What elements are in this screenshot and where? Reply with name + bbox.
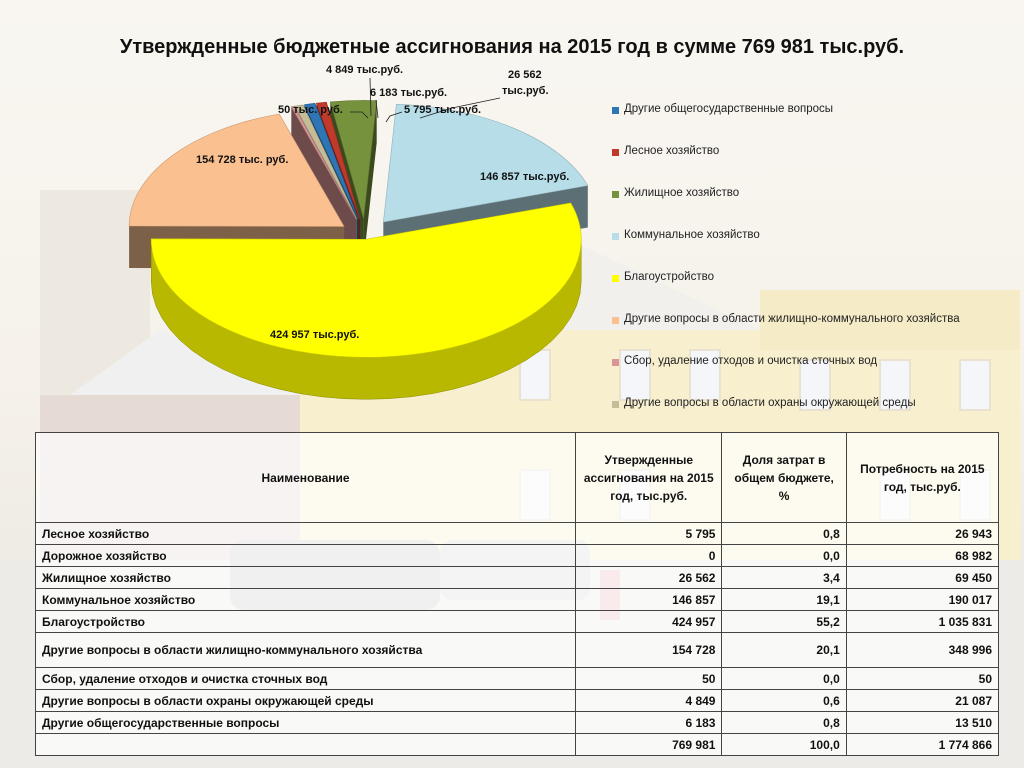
table-row — [36, 690, 999, 712]
cell-name: Другие вопросы в области охраны окружающей среды — [36, 690, 576, 712]
legend-swatch — [612, 107, 619, 114]
cell-approved: 4 849 — [576, 690, 722, 712]
table-row — [36, 633, 999, 668]
table-row — [36, 589, 999, 611]
cell-approved: 424 957 — [576, 611, 722, 633]
cell-total-need: 1 774 866 — [846, 734, 998, 756]
cell-approved: 5 795 — [576, 523, 722, 545]
legend-swatch — [612, 275, 619, 282]
legend-label: Другие общегосударственные вопросы — [624, 103, 834, 115]
cell-need: 1 035 831 — [846, 611, 998, 633]
label-lesnoe: 5 795 тыс.руб. — [404, 104, 482, 116]
cell-approved: 6 183 — [576, 712, 722, 734]
cell-approved: 154 728 — [576, 633, 722, 668]
table-row — [36, 668, 999, 690]
cell-share: 0,6 — [722, 690, 846, 712]
label-drugie-zhkh: 154 728 тыс. руб. — [196, 154, 289, 166]
label-blagoustroystvo: 424 957 тыс.руб. — [270, 329, 360, 341]
legend-label: Жилищное хозяйство — [624, 187, 740, 199]
cell-total-approved: 769 981 — [576, 734, 722, 756]
budget-table — [35, 432, 999, 756]
cell-share: 0,8 — [722, 523, 846, 545]
cell-need: 69 450 — [846, 567, 998, 589]
label-zhilishchnoe-line1: 26 562 — [508, 69, 542, 81]
legend-swatch — [612, 149, 619, 156]
cell-name: Лесное хозяйство — [36, 523, 576, 545]
cell-share: 55,2 — [722, 611, 846, 633]
legend-label: Благоустройство — [624, 271, 714, 283]
legend-swatch — [612, 317, 619, 324]
label-obshchegos: 6 183 тыс.руб. — [370, 87, 448, 99]
table-header-row — [36, 433, 999, 523]
legend-swatch — [612, 191, 619, 198]
cell-share: 0,0 — [722, 668, 846, 690]
legend-swatch — [612, 359, 619, 366]
cell-approved: 0 — [576, 545, 722, 567]
legend-swatch — [612, 233, 619, 240]
table-row — [36, 545, 999, 567]
cell-need: 21 087 — [846, 690, 998, 712]
header-share: Доля затрат в общем бюджете, % — [722, 433, 846, 523]
cell-need: 68 982 — [846, 545, 998, 567]
cell-approved: 146 857 — [576, 589, 722, 611]
cell-share: 20,1 — [722, 633, 846, 668]
legend-swatch — [612, 401, 619, 408]
cell-name: Сбор, удаление отходов и очистка сточных вод — [36, 668, 576, 690]
label-zhilishchnoe-line2: тыс.руб. — [502, 85, 549, 97]
table-row — [36, 523, 999, 545]
cell-total-share: 100,0 — [722, 734, 846, 756]
cell-share: 19,1 — [722, 589, 846, 611]
legend-label: Сбор, удаление отходов и очистка сточных вод — [624, 355, 878, 367]
cell-total-name — [36, 734, 576, 756]
legend-label: Другие вопросы в области охраны окружающей среды — [624, 397, 916, 409]
cell-need: 50 — [846, 668, 998, 690]
cell-name: Благоустройство — [36, 611, 576, 633]
header-approved: Утвержденные ассигнования на 2015 год, тыс.руб. — [576, 433, 722, 523]
table-row — [36, 567, 999, 589]
table-row — [36, 712, 999, 734]
legend-label: Коммунальное хозяйство — [624, 229, 760, 241]
cell-approved: 26 562 — [576, 567, 722, 589]
cell-share: 3,4 — [722, 567, 846, 589]
header-need: Потребность на 2015 год, тыс.руб. — [846, 433, 998, 523]
legend-label: Лесное хозяйство — [624, 145, 720, 157]
cell-need: 190 017 — [846, 589, 998, 611]
label-okhrana-sredy: 4 849 тыс.руб. — [326, 64, 404, 76]
header-name: Наименование — [36, 433, 576, 523]
table-total-row — [36, 734, 999, 756]
cell-need: 26 943 — [846, 523, 998, 545]
legend-label: Другие вопросы в области жилищно-коммунального хозяйства — [624, 313, 960, 325]
page-title: Утвержденные бюджетные ассигнования на 2015 год в сумме 769 981 тыс.руб. — [119, 36, 905, 58]
cell-name: Другие вопросы в области жилищно-коммунального хозяйства — [36, 633, 576, 668]
cell-name: Другие общегосударственные вопросы — [36, 712, 576, 734]
cell-share: 0,0 — [722, 545, 846, 567]
cell-approved: 50 — [576, 668, 722, 690]
table-row — [36, 611, 999, 633]
cell-share: 0,8 — [722, 712, 846, 734]
cell-name: Дорожное хозяйство — [36, 545, 576, 567]
cell-name: Коммунальное хозяйство — [36, 589, 576, 611]
label-sbor-othodov: 50 тыс. руб. — [278, 104, 343, 116]
label-kommunalnoe: 146 857 тыс.руб. — [480, 171, 570, 183]
cell-name: Жилищное хозяйство — [36, 567, 576, 589]
cell-need: 13 510 — [846, 712, 998, 734]
cell-need: 348 996 — [846, 633, 998, 668]
